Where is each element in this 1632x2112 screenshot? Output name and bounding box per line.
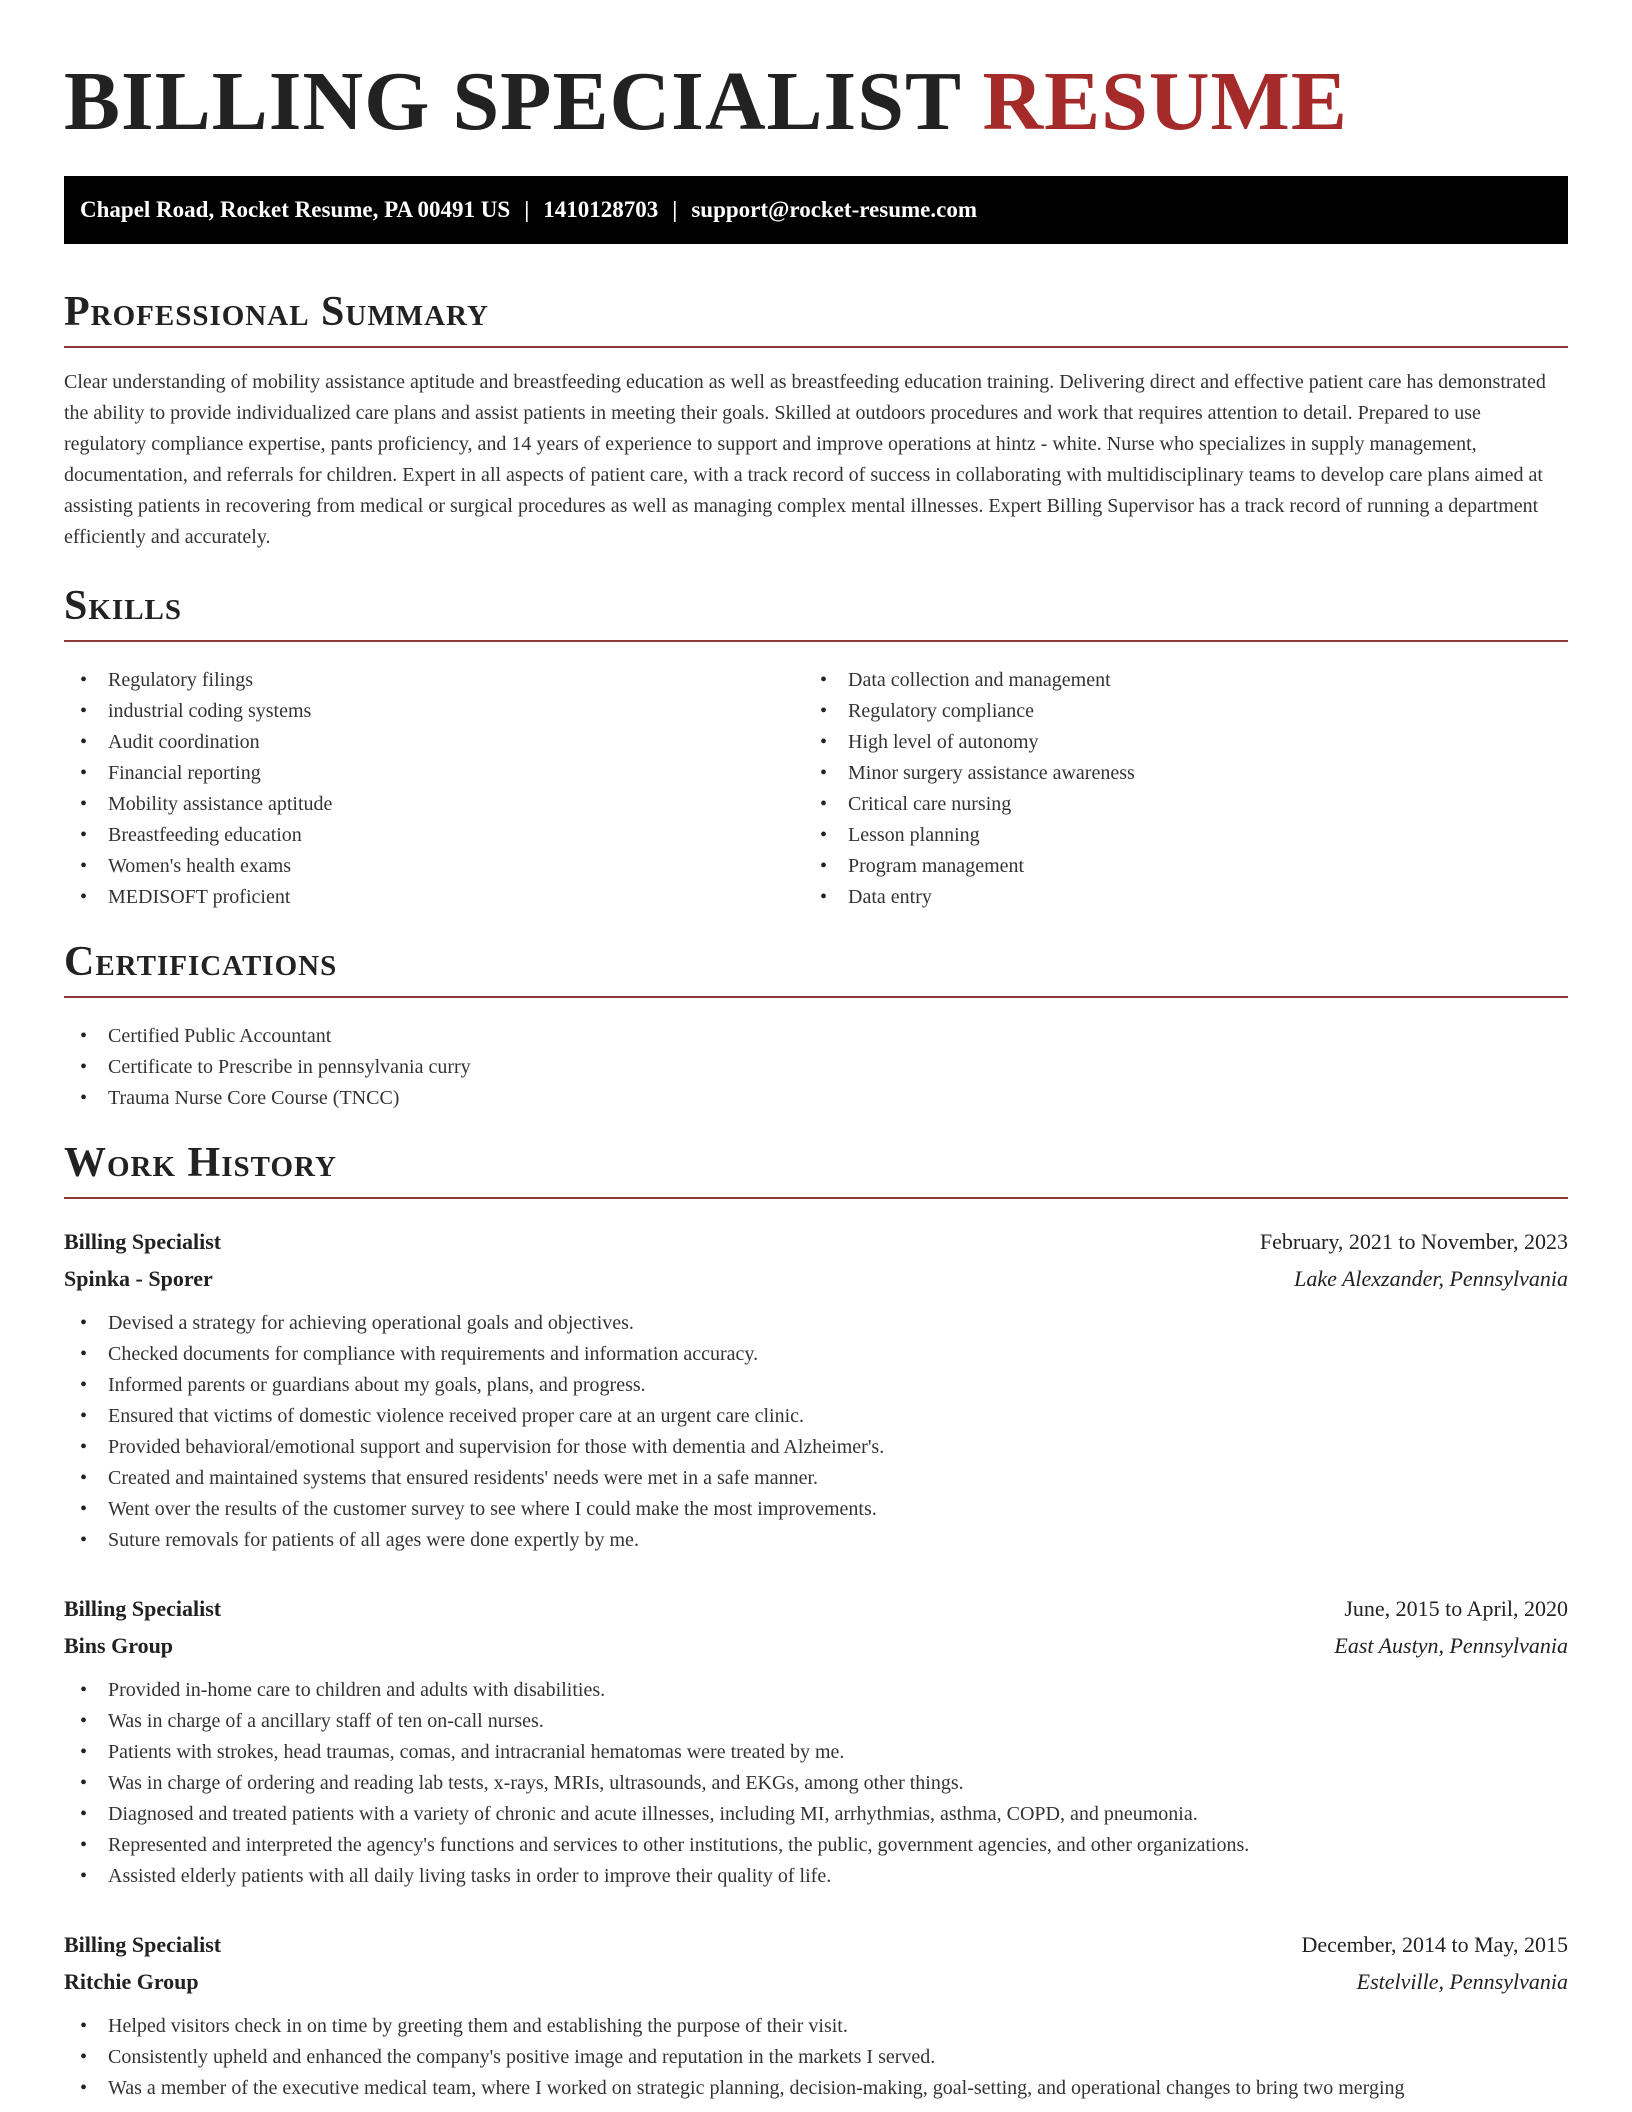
contact-email: support@rocket-resume.com (691, 197, 977, 222)
job-duty-item: • Suture removals for patients of all ages were done expertly by me. (64, 1525, 1568, 1556)
skill-item: • Regulatory compliance (804, 696, 1135, 727)
summary-heading: Professional Summary (64, 286, 1568, 348)
job-dates: December, 2014 to May, 2015 (1301, 1932, 1568, 1957)
job-duty-item: • Informed parents or guardians about my goals, plans, and progress. (64, 1370, 1568, 1401)
job-duty-item: • Represented and interpreted the agency's functions and services to other institutions, the public, government agencies, and other organizations. (64, 1830, 1568, 1861)
job-duty-item: • Was in charge of ordering and reading lab tests, x-rays, MRIs, ultrasounds, and EKGs, among other things. (64, 1768, 1568, 1799)
job-duty-item: • Helped visitors check in on time by greeting them and establishing the purpose of their visit. (64, 2011, 1568, 2042)
job-title: Billing Specialist (64, 1596, 222, 1621)
job-location: Lake Alexzander, Pennsylvania (1294, 1266, 1568, 1291)
certification-item: • Certificate to Prescribe in pennsylvania curry (64, 1052, 471, 1083)
skill-item: • Critical care nursing (804, 789, 1135, 820)
skill-item: • Lesson planning (804, 820, 1135, 851)
job-duty-item: • Devised a strategy for achieving operational goals and objectives. (64, 1308, 1568, 1339)
skills-column-right (804, 665, 1135, 913)
job-duty-item: • Provided behavioral/emotional support and supervision for those with dementia and Alzheimer's. (64, 1432, 1568, 1463)
job-duty-item: • Created and maintained systems that ensured residents' needs were met in a safe manner. (64, 1463, 1568, 1494)
job-duty-item: • Ensured that victims of domestic violence received proper care at an urgent care clinic. (64, 1401, 1568, 1432)
job-entry (64, 1590, 1568, 1892)
job-title: Billing Specialist (64, 1932, 222, 1957)
skills-column-left (64, 665, 332, 913)
job-dates: February, 2021 to November, 2023 (1259, 1229, 1568, 1254)
job-company: Ritchie Group (64, 1969, 199, 1994)
job-duty-item: • Patients with strokes, head traumas, comas, and intracranial hematomas were treated by me. (64, 1737, 1568, 1768)
title-accent: RESUME (982, 55, 1348, 148)
work-history-heading: Work History (64, 1137, 1568, 1199)
job-duties-list (64, 1675, 1568, 1892)
skill-item: • Breastfeeding education (64, 820, 332, 851)
job-duty-item: • Diagnosed and treated patients with a variety of chronic and acute illnesses, including MI, arrhythmias, asthma, COPD, and pneumonia. (64, 1799, 1568, 1830)
job-location: East Austyn, Pennsylvania (1334, 1633, 1568, 1658)
skill-item: • Audit coordination (64, 727, 332, 758)
skill-item: • High level of autonomy (804, 727, 1135, 758)
job-subheader-row (64, 1963, 1568, 2000)
skill-item: • industrial coding systems (64, 696, 332, 727)
contact-bar (64, 176, 1568, 244)
job-subheader-row (64, 1627, 1568, 1664)
job-company: Bins Group (64, 1633, 174, 1658)
job-duty-item: • Provided in-home care to children and adults with disabilities. (64, 1675, 1568, 1706)
skill-item: • Financial reporting (64, 758, 332, 789)
job-entry (64, 1223, 1568, 1556)
certifications-heading: Certifications (64, 936, 1568, 998)
contact-phone: 1410128703 (543, 197, 659, 222)
skills-list-right (804, 665, 1135, 913)
job-company: Spinka - Sporer (64, 1266, 213, 1291)
contact-separator: | (524, 197, 530, 222)
job-duties-list (64, 2011, 1568, 2104)
skill-item: • Data entry (804, 882, 1135, 913)
job-duties-list (64, 1308, 1568, 1556)
skill-item: • Data collection and management (804, 665, 1135, 696)
skill-item: • Regulatory filings (64, 665, 332, 696)
job-duty-item: • Assisted elderly patients with all daily living tasks in order to improve their quality of life. (64, 1861, 1568, 1892)
certification-item: • Certified Public Accountant (64, 1021, 471, 1052)
job-header-row (64, 1223, 1568, 1260)
job-duty-item: • Was a member of the executive medical team, where I worked on strategic planning, decision-making, goal-setting, and operational changes to bring two merging (64, 2073, 1568, 2104)
job-header-row (64, 1926, 1568, 1963)
job-dates: June, 2015 to April, 2020 (1344, 1596, 1568, 1621)
summary-text: Clear understanding of mobility assistance aptitude and breastfeeding education as well as breastfeeding education training. Delivering direct and effective patient care has demonstrated the ability to provide individualized care plans and assist patients in meeting their goals. Skilled at outdoors procedures and work that requires attention to detail. Prepared to use regulatory compliance expertise, pants proficiency, and 14 years of experience to support and improve operations at hintz - white. Nurse who specializes in supply management, documentation, and referrals for children. Expert in all aspects of patient care, with a track record of success in collaborating with multidisciplinary teams to develop care plans aimed at assisting patients in recovering from medical or surgical procedures as well as managing complex mental illnesses. Expert Billing Supervisor has a track record of running a department efficiently and accurately. (64, 371, 1546, 548)
job-entry (64, 1926, 1568, 2104)
certifications-block (64, 1021, 471, 1114)
skill-item: • Mobility assistance aptitude (64, 789, 332, 820)
skill-item: • Women's health exams (64, 851, 332, 882)
skill-item: • Minor surgery assistance awareness (804, 758, 1135, 789)
skills-heading: Skills (64, 580, 1568, 642)
contact-address: Chapel Road, Rocket Resume, PA 00491 US (80, 197, 511, 222)
resume-title (64, 52, 1348, 152)
certification-item: • Trauma Nurse Core Course (TNCC) (64, 1083, 471, 1114)
title-main: BILLING SPECIALIST (64, 55, 961, 148)
job-duty-item: • Checked documents for compliance with requirements and information accuracy. (64, 1339, 1568, 1370)
job-duty-item: • Consistently upheld and enhanced the company's positive image and reputation in the markets I served. (64, 2042, 1568, 2073)
job-location: Estelville, Pennsylvania (1356, 1969, 1568, 1994)
certifications-list (64, 1021, 471, 1114)
skill-item: • Program management (804, 851, 1135, 882)
job-title: Billing Specialist (64, 1229, 222, 1254)
job-duty-item: • Was in charge of a ancillary staff of ten on-call nurses. (64, 1706, 1568, 1737)
skills-list-left (64, 665, 332, 913)
job-subheader-row (64, 1260, 1568, 1297)
job-duty-item: • Went over the results of the customer survey to see where I could make the most improvements. (64, 1494, 1568, 1525)
skill-item: • MEDISOFT proficient (64, 882, 332, 913)
contact-separator: | (672, 197, 678, 222)
job-header-row (64, 1590, 1568, 1627)
